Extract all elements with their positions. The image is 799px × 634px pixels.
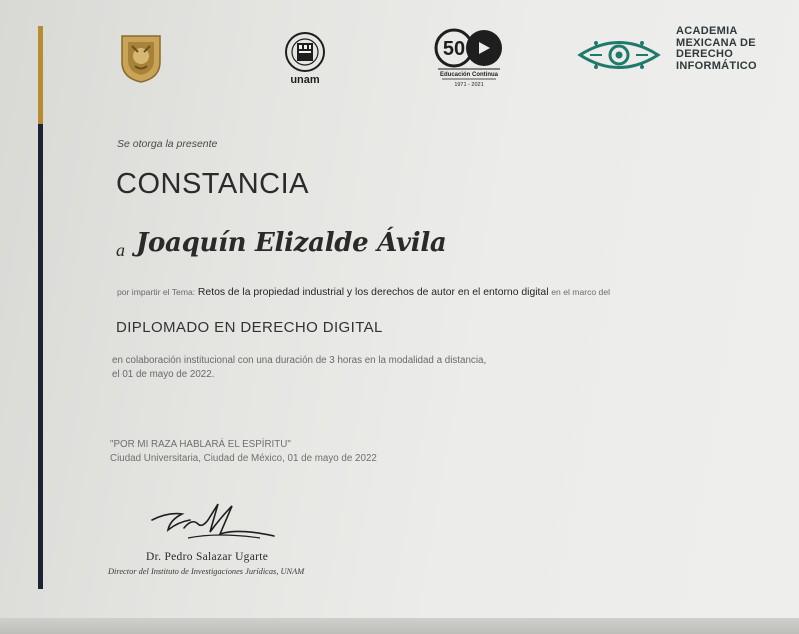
handwritten-signature-icon bbox=[148, 498, 278, 548]
signer-role: Director del Instituto de Investigaciones Jurídicas, UNAM bbox=[108, 567, 305, 576]
amdi-line: MEXICANA DE bbox=[676, 36, 756, 49]
recipient-prefix: a bbox=[116, 240, 125, 260]
topic-suffix: en el marco del bbox=[551, 287, 611, 297]
signer-name: Dr. Pedro Salazar Ugarte bbox=[146, 551, 269, 563]
svg-text:50: 50 bbox=[442, 38, 466, 60]
collaboration-date: el 01 de mayo de 2022. bbox=[112, 369, 215, 380]
collaboration-text bbox=[112, 354, 486, 382]
edu-caption: Educación Continua bbox=[439, 72, 499, 78]
amdi-line: ACADEMIA bbox=[676, 25, 738, 37]
amdi-wordmark bbox=[676, 26, 757, 72]
place-date: Ciudad Universitaria, Ciudad de México, 01 de mayo de 2022 bbox=[110, 453, 377, 464]
intro-text: Se otorga la presente bbox=[117, 138, 218, 150]
amdi-circuit-eye-icon bbox=[576, 38, 662, 72]
iij-unam-seal-icon bbox=[280, 30, 330, 86]
collaboration-line: en colaboración institucional con una duración de 3 horas en la modalidad a distancia, bbox=[112, 355, 487, 366]
program-name: DIPLOMADO EN DERECHO DIGITAL bbox=[116, 319, 383, 336]
university-motto: "POR MI RAZA HABLARÁ EL ESPÍRITU" bbox=[110, 439, 291, 450]
amdi-line: INFORMÁTICO bbox=[676, 59, 757, 72]
unam-wordmark: unam bbox=[290, 74, 320, 86]
recipient-name: Joaquín Elizalde Ávila bbox=[136, 228, 447, 258]
paper-fold-shadow bbox=[0, 618, 799, 634]
unam-crest-icon bbox=[118, 32, 164, 84]
certificate-title: CONSTANCIA bbox=[116, 168, 309, 200]
gold-accent-bar bbox=[38, 26, 43, 124]
topic-prefix: por impartir el Tema: bbox=[117, 287, 196, 297]
edu-years: 1971 - 2021 bbox=[454, 82, 484, 88]
topic-line bbox=[117, 287, 610, 298]
amdi-line: DERECHO bbox=[676, 48, 734, 60]
motto-block bbox=[110, 438, 377, 466]
dark-accent-bar bbox=[38, 124, 43, 589]
educacion-continua-50-icon bbox=[432, 26, 506, 88]
topic-title: Retos de la propiedad industrial y los derechos de autor en el entorno digital bbox=[197, 287, 549, 298]
